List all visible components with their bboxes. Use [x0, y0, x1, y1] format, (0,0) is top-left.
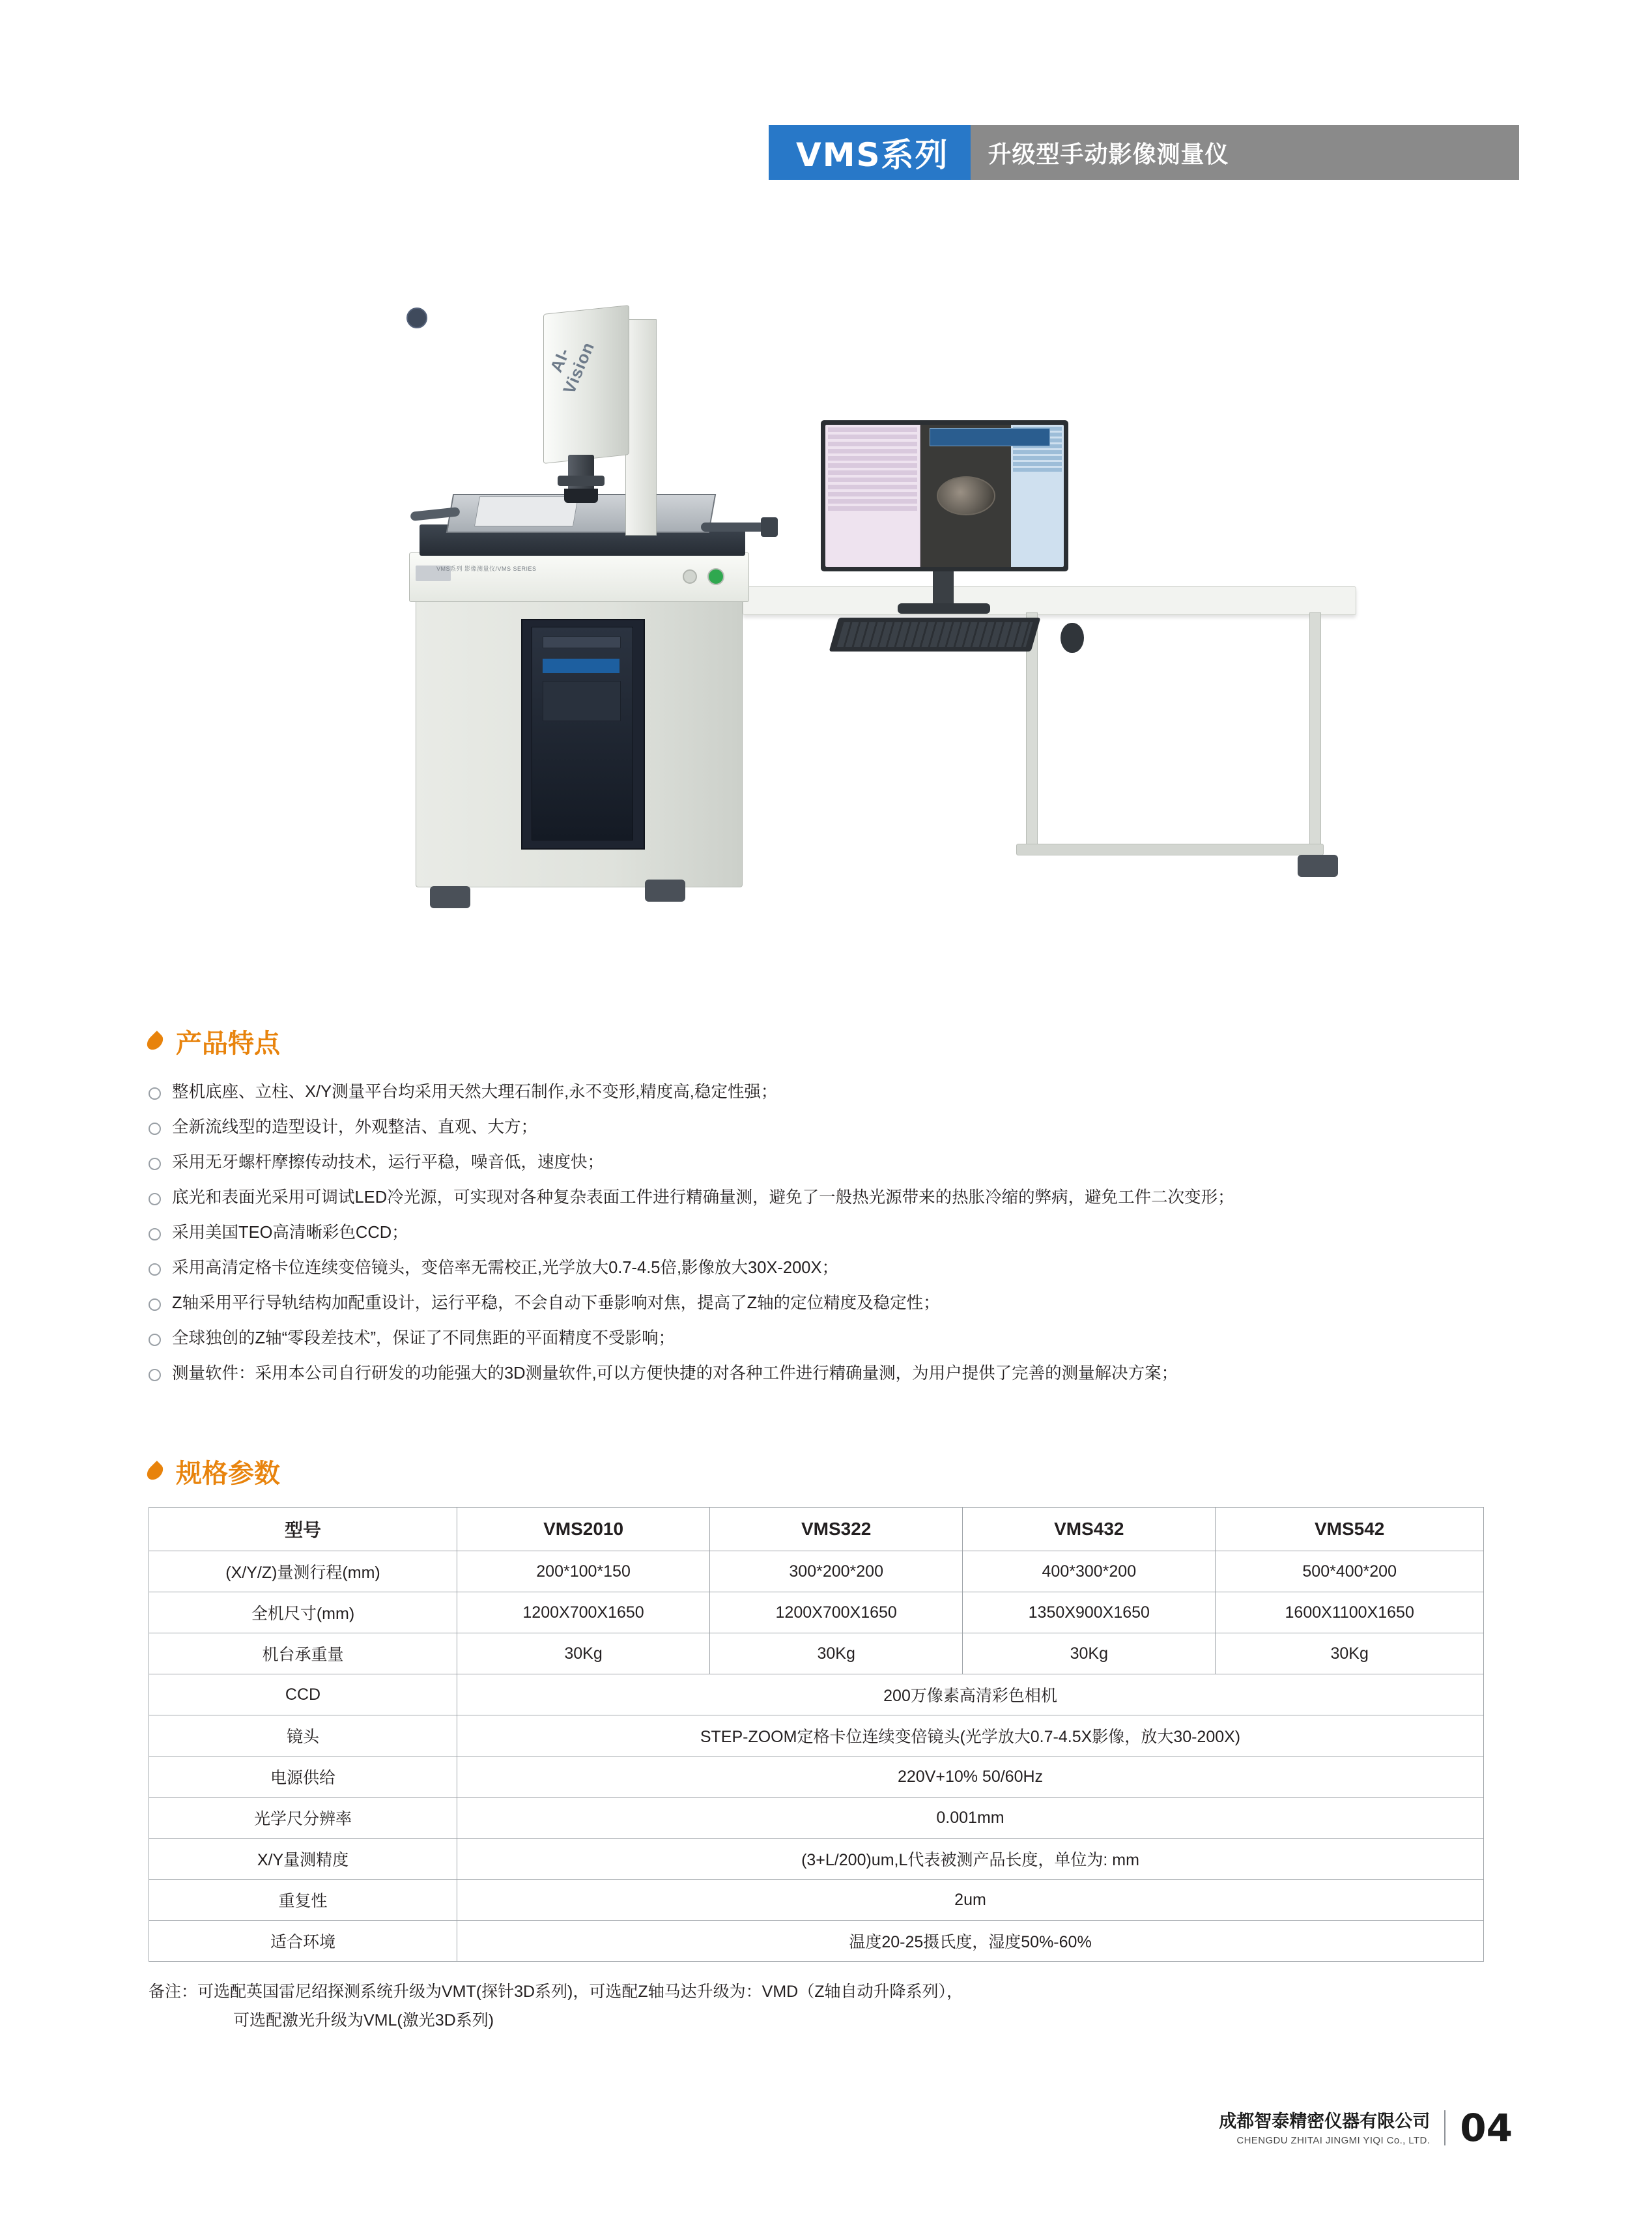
column-header: VMS542	[1216, 1508, 1484, 1551]
row-label: 光学尺分辨率	[149, 1798, 457, 1839]
feature-text: 采用无牙螺杆摩擦传动技术，运行平稳，噪音低，速度快；	[172, 1153, 605, 1171]
feature-text: 采用美国TEO高清晰彩色CCD；	[172, 1224, 408, 1242]
company-name-cn: 成都智泰精密仪器有限公司	[1219, 2111, 1431, 2131]
list-item	[149, 1253, 1234, 1283]
cell-value: 400*300*200	[963, 1551, 1216, 1592]
footer-divider	[1444, 2110, 1445, 2145]
ring-bullet-icon	[149, 1228, 161, 1240]
cell-value: STEP-ZOOM定格卡位连续变倍镜头(光学放大0.7-4.5X影像，放大30-200X)	[457, 1715, 1484, 1756]
ring-bullet-icon	[149, 1263, 161, 1276]
feature-text: 采用高清定格卡位连续变倍镜头，变倍率无需校正,光学放大0.7-4.5倍,影像放大30X-200X；	[172, 1259, 838, 1277]
pc-front-panel-strip	[543, 659, 620, 673]
row-label: 电源供给	[149, 1756, 457, 1798]
features-heading-label: 产品特点	[176, 1029, 280, 1059]
machine-model-text: VMS系列 影像测量仪/VMS SERIES	[436, 566, 537, 572]
cell-value: 30Kg	[710, 1633, 963, 1674]
column-header: 型号	[149, 1508, 457, 1551]
features-heading	[149, 1023, 1234, 1060]
keyboard-keys	[837, 622, 1033, 647]
lens-objective	[564, 489, 598, 503]
table-header-row	[149, 1508, 1484, 1551]
stage-handle-right	[701, 523, 770, 532]
row-label: CCD	[149, 1674, 457, 1715]
table-row	[149, 1715, 1484, 1756]
feature-text: 测量软件：采用本公司自行研发的功能强大的3D测量软件,可以方便快捷的对各种工件进行精确量测，为用户提供了完善的测量解决方案；	[172, 1364, 1178, 1383]
pc-front-vent	[543, 681, 621, 721]
table-row	[149, 1633, 1484, 1674]
monitor-stand-neck	[933, 571, 954, 605]
desk-foot-pad	[1298, 855, 1338, 877]
cell-value: 220V+10% 50/60Hz	[457, 1756, 1484, 1798]
row-label: X/Y量测精度	[149, 1839, 457, 1880]
stage-knob	[761, 517, 778, 537]
specs-table	[149, 1507, 1484, 1962]
ring-bullet-icon	[149, 1334, 161, 1346]
ring-bullet-icon	[149, 1087, 161, 1100]
table-row	[149, 1798, 1484, 1839]
cell-value: 2um	[457, 1880, 1484, 1921]
list-item	[149, 1288, 1234, 1318]
features-list	[149, 1077, 1234, 1388]
pc-power-button-icon	[406, 308, 427, 328]
list-item	[149, 1182, 1234, 1212]
list-item	[149, 1147, 1234, 1177]
feature-text: 全球独创的Z轴“零段差技术”，保证了不同焦距的平面精度不受影响；	[172, 1329, 676, 1347]
ring-bullet-icon	[149, 1298, 161, 1311]
feature-text: 全新流线型的造型设计，外观整洁、直观、大方；	[172, 1118, 538, 1136]
page-number: 04	[1460, 2106, 1513, 2150]
list-item	[149, 1077, 1234, 1107]
footer	[1219, 2106, 1513, 2150]
specs-section	[149, 1453, 1484, 2035]
pc-tower	[532, 627, 633, 840]
table-row	[149, 1756, 1484, 1798]
machine-control-panel	[409, 552, 749, 602]
cell-value: 500*400*200	[1216, 1551, 1484, 1592]
pc-drive-bay	[543, 637, 621, 648]
flame-icon	[144, 1461, 166, 1483]
lens-ring	[558, 476, 605, 486]
feature-text: Z轴采用平行导轨结构加配重设计，运行平稳，不会自动下垂影响对焦，提高了Z轴的定位精度及稳定性；	[172, 1294, 940, 1312]
series-subtitle: 升级型手动影像测量仪	[971, 125, 1519, 180]
cell-value: 1200X700X1650	[710, 1592, 963, 1633]
column-header: VMS432	[963, 1508, 1216, 1551]
cell-value: 温度20-25摄氏度，湿度50%-60%	[457, 1921, 1484, 1962]
specs-heading	[149, 1453, 1484, 1490]
table-row	[149, 1551, 1484, 1592]
feature-text: 整机底座、立柱、X/Y测量平台均采用天然大理石制作,永不变形,精度高,稳定性强；	[172, 1083, 778, 1101]
software-toolbar	[930, 428, 1049, 446]
header-banner	[769, 125, 1519, 180]
monitor	[821, 420, 1068, 571]
ring-bullet-icon	[149, 1369, 161, 1381]
feature-text: 底光和表面光采用可调试LED冷光源，可实现对各种复杂表面工件进行精确量测，避免了一般热光源带来的热胀冷缩的弊病，避免工件二次变形；	[172, 1188, 1234, 1207]
column-header: VMS2010	[457, 1508, 710, 1551]
machine-foot-right	[645, 880, 685, 902]
panel-button-secondary	[683, 569, 697, 584]
list-item	[149, 1112, 1234, 1142]
flame-icon	[144, 1031, 166, 1053]
cell-value: 200万像素高清彩色相机	[457, 1674, 1484, 1715]
desk-surface	[743, 586, 1356, 615]
company-name-en: CHENGDU ZHITAI JINGMI YIQI Co., LTD.	[1236, 2134, 1431, 2146]
cell-value: 300*200*200	[710, 1551, 963, 1592]
column-header: VMS322	[710, 1508, 963, 1551]
ring-bullet-icon	[149, 1193, 161, 1205]
panel-button-power	[707, 568, 724, 585]
series-title: VMS系列	[769, 125, 971, 180]
desk-leg-right	[1309, 612, 1321, 874]
ring-bullet-icon	[149, 1158, 161, 1170]
monitor-stand-base	[898, 603, 990, 614]
cell-value: 1350X900X1650	[963, 1592, 1216, 1633]
features-section	[149, 1023, 1234, 1399]
row-label: 重复性	[149, 1880, 457, 1921]
specs-heading-label: 规格参数	[176, 1459, 280, 1489]
ring-bullet-icon	[149, 1123, 161, 1135]
software-panel-left	[825, 425, 920, 567]
row-label: 全机尺寸(mm)	[149, 1592, 457, 1633]
note-line-1: 备注：可选配英国雷尼绍探测系统升级为VMT(探针3D系列)，可选配Z轴马达升级为：VMD（Z轴自动升降系列），	[149, 1983, 963, 2001]
cell-value: 1600X1100X1650	[1216, 1592, 1484, 1633]
row-label: (X/Y/Z)量测行程(mm)	[149, 1551, 457, 1592]
table-row	[149, 1880, 1484, 1921]
table-row	[149, 1921, 1484, 1962]
product-photo	[339, 195, 1355, 997]
machine-brand-label: AI-Vision	[546, 339, 599, 397]
cell-value: 1200X700X1650	[457, 1592, 710, 1633]
cell-value: 200*100*150	[457, 1551, 710, 1592]
cell-value: 0.001mm	[457, 1798, 1484, 1839]
list-item	[149, 1218, 1234, 1248]
list-item	[149, 1323, 1234, 1353]
cell-value: 30Kg	[963, 1633, 1216, 1674]
measured-part-image	[937, 476, 995, 515]
desk-foot-rail	[1016, 844, 1324, 855]
table-row	[149, 1674, 1484, 1715]
machine-foot-left	[430, 886, 470, 908]
cell-value: 30Kg	[457, 1633, 710, 1674]
stage-glass-window	[474, 496, 578, 526]
specs-note	[149, 1977, 1484, 2035]
cell-value: (3+L/200)um,L代表被测产品长度，单位为: mm	[457, 1839, 1484, 1880]
table-row	[149, 1839, 1484, 1880]
table-row	[149, 1592, 1484, 1633]
cell-value: 30Kg	[1216, 1633, 1484, 1674]
mouse	[1061, 623, 1084, 653]
machine-column	[625, 319, 657, 536]
list-item	[149, 1358, 1234, 1388]
row-label: 适合环境	[149, 1921, 457, 1962]
note-line-2: 可选配激光升级为VML(激光3D系列)	[233, 2011, 494, 2029]
row-label: 机台承重量	[149, 1633, 457, 1674]
row-label: 镜头	[149, 1715, 457, 1756]
